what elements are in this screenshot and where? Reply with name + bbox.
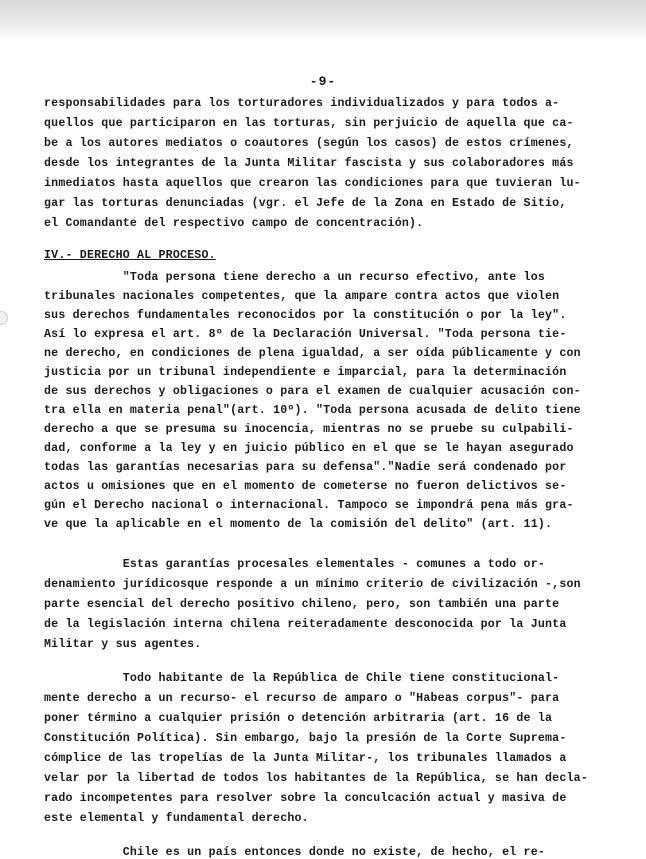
text-line: be a los autores mediatos o coautores (según los casos) de estos crímenes, <box>44 137 574 150</box>
text-line: actos u omisiones que en el momento de cometerse no fueron delictivos se- <box>44 480 567 493</box>
text-line: Así lo expresa el art. 8º de la Declaración Universal. "Toda persona tie- <box>44 328 567 341</box>
text-line: de la legislación interna chilena reiteradamente desconocida por la Junta <box>44 618 567 631</box>
text-line: gún el Derecho nacional o internacional. Tampoco se impondrá pena más gra- <box>44 499 574 512</box>
text-line: ne derecho, en condiciones de plena igualdad, a ser oída públicamente y con <box>44 347 581 360</box>
punch-hole-mark <box>0 311 8 325</box>
text-line: el Comandante del respectivo campo de concentración). <box>44 217 424 230</box>
text-line: derecho a que se presuma su inocencia, mientras no se pruebe su culpabili- <box>44 423 574 436</box>
text-line: denamiento jurídicosque responde a un mínimo criterio de civilización -,son <box>44 578 581 591</box>
text-line: cómplice de las tropelías de la Junta Militar-, los tribunales llamados a <box>44 752 567 765</box>
page-number: -9- <box>309 74 337 89</box>
text-line: quellos que participaron en las torturas, sin perjuicio de aquella que ca- <box>44 117 574 130</box>
text-line: rado incompetentes para resolver sobre la conculcación actual y masiva de <box>44 792 567 805</box>
text-line: de sus derechos y obligaciones o para el examen de cualquier acusación con- <box>44 385 581 398</box>
text-line: Militar y sus agentes. <box>44 638 202 651</box>
text-line: responsabilidades para los torturadores individualizados y para todos a- <box>44 97 560 110</box>
text-line: ve que la aplicable en el momento de la comisión del delito" (art. 11). <box>44 518 553 531</box>
text-line: mente derecho a un recurso- el recurso de amparo o "Habeas corpus"- para <box>44 692 560 705</box>
text-line: todas las garantías necesarias para su defensa"."Nadie será condenado por <box>44 461 567 474</box>
text-line: gar las torturas denunciadas (vgr. el Jefe de la Zona en Estado de Sitio, <box>44 197 567 210</box>
text-line: Estas garantías procesales elementales - comunes a todo or- <box>44 558 546 571</box>
text-line: "Toda persona tiene derecho a un recurso efectivo, ante los <box>44 271 546 284</box>
text-line: Todo habitante de la República de Chile tiene constitucional- <box>44 672 560 685</box>
text-line: sus derechos fundamentales reconocidos por la constitución o por la ley". <box>44 309 567 322</box>
text-line: tra ella en materia penal"(art. 10º). "Toda persona acusada de delito tiene <box>44 404 581 417</box>
text-line: poner término a cualquier prisión o detención arbitraria (art. 16 de la <box>44 712 553 725</box>
scan-edge-shadow <box>0 0 646 42</box>
text-line: este elemental y fundamental derecho. <box>44 812 309 825</box>
text-line: tribunales nacionales competentes, que la ampare contra actos que violen <box>44 290 560 303</box>
text-line: parte esencial del derecho positivo chileno, pero, son también una parte <box>44 598 560 611</box>
text-line: velar por la libertad de todos los habitantes de la República, se han decla- <box>44 772 588 785</box>
text-line: inmediatos hasta aquellos que crearon las condiciones para que tuvieran lu- <box>44 177 581 190</box>
text-line: dad, conforme a la ley y en juicio público en el que se le hayan asegurado <box>44 442 574 455</box>
text-line: Constitución Política). Sin embargo, bajo la presión de la Corte Suprema- <box>44 732 567 745</box>
text-line: desde los integrantes de la Junta Militar fascista y sus colaboradores más <box>44 157 574 170</box>
section-heading: IV.- DERECHO AL PROCESO. <box>44 249 216 262</box>
text-line: justicia por un tribunal independiente e imparcial, para la determinación <box>44 366 567 379</box>
text-line: Chile es un país entonces donde no existe, de hecho, el re- <box>44 846 546 859</box>
